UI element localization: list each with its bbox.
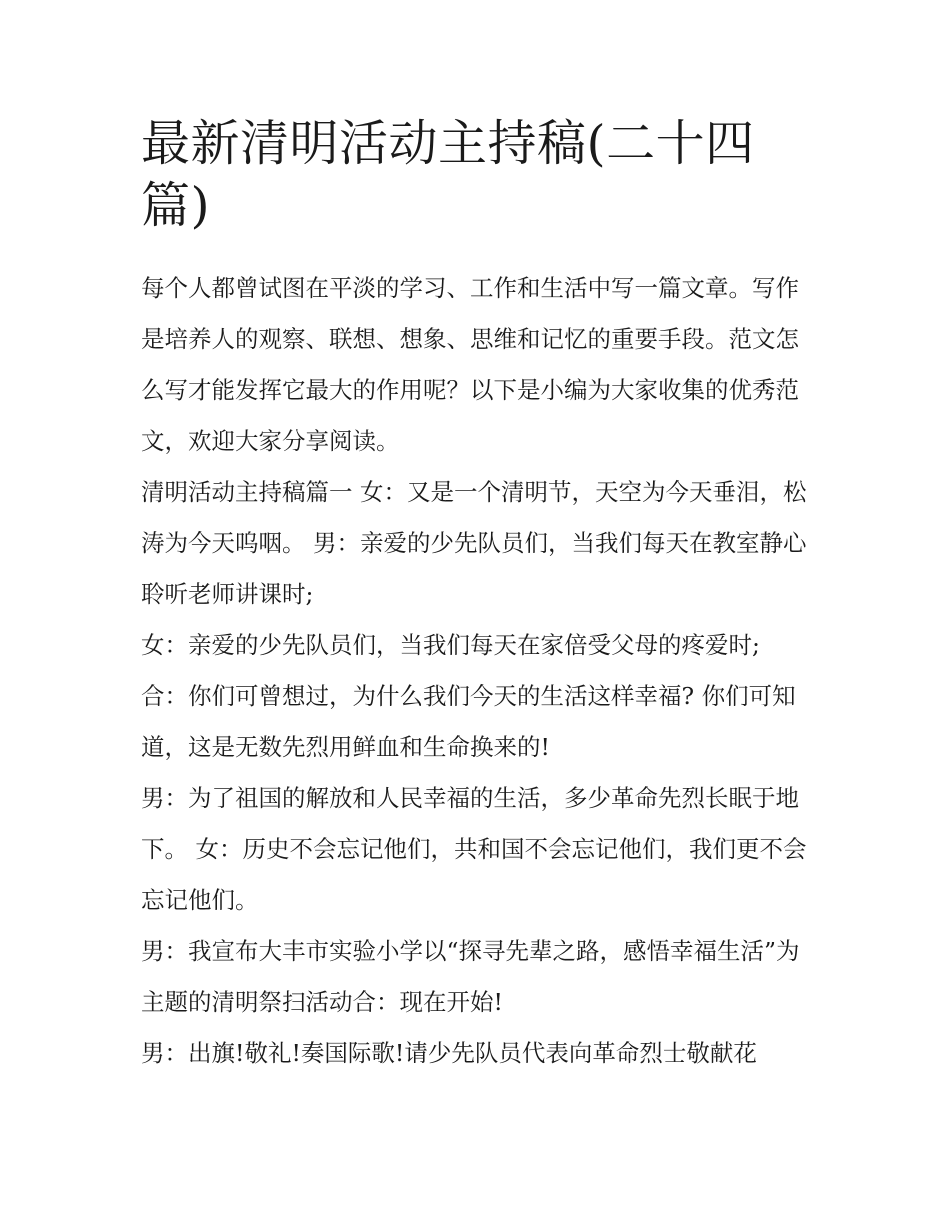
script-paragraph: 男：我宣布大丰市实验小学以“探寻先辈之路，感悟幸福生活”为主题的清明祭扫活动合：现在开始! — [141, 937, 800, 1016]
intro-paragraph: 每个人都曾试图在平淡的学习、工作和生活中写一篇文章。写作是培养人的观察、联想、想象、思维和记忆的重要手段。范文怎么写才能发挥它最大的作用呢？以下是小编为大家收集的优秀范文，欢迎大家分享阅读。 — [141, 274, 799, 455]
script-paragraph: 女：亲爱的少先队员们，当我们每天在家倍受父母的疼爱时; — [141, 631, 760, 659]
script-paragraph: 男：为了祖国的解放和人民幸福的生活，多少革命先烈长眠于地下。 女：历史不会忘记他们，共和国不会忘记他们，我们更不会忘记他们。 — [141, 784, 807, 914]
script-paragraph: 合：你们可曾想过，为什么我们今天的生活这样幸福? 你们可知道，这是无数先烈用鲜血和生命换来的! — [141, 682, 796, 761]
script-paragraph: 男：出旗!敬礼!奏国际歌!请少先队员代表向革命烈士敬献花 — [141, 1039, 757, 1067]
document-body — [141, 113, 821, 1079]
script-paragraph: 清明活动主持稿篇一 女：又是一个清明节，天空为今天垂泪，松涛为今天呜咽。 男：亲爱的少先队员们，当我们每天在教室静心聆听老师讲课时; — [141, 478, 807, 608]
document-title: 最新清明活动主持稿(二十四篇) — [141, 115, 755, 234]
